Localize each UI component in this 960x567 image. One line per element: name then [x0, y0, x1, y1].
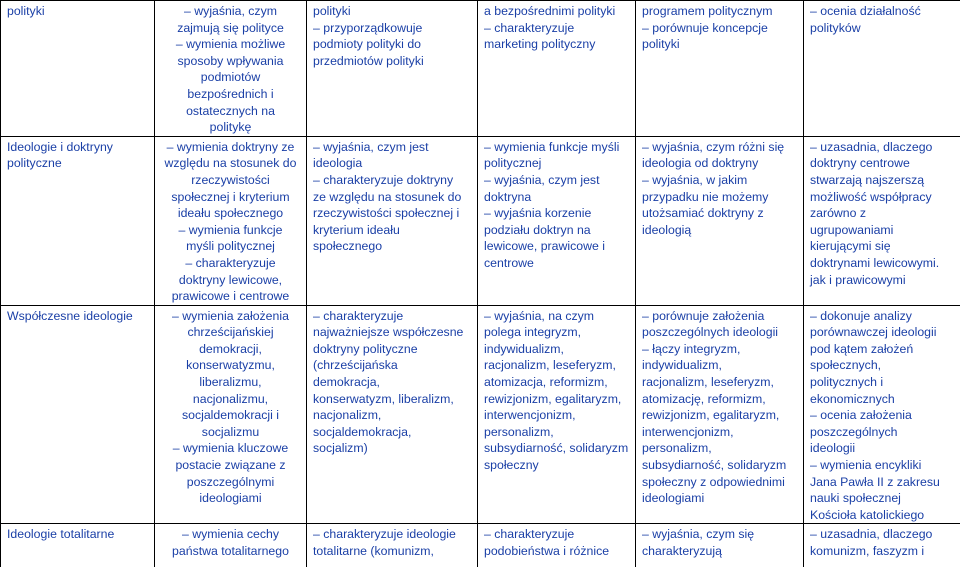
requirement-line: społeczny	[484, 458, 539, 473]
table-row	[1, 136, 960, 305]
requirement-line: poszczególnych	[810, 424, 898, 439]
requirement-line: konserwatyzmu,	[186, 358, 275, 373]
topic-label: Ideologie i doktryny polityczne	[7, 139, 113, 171]
requirement-cell	[478, 524, 636, 567]
requirement-cell	[636, 1, 804, 137]
requirement-cell	[804, 136, 960, 305]
requirement-line: – wyjaśnia, czym jest	[313, 139, 429, 154]
requirement-cell	[804, 1, 960, 137]
requirement-line: społecznych,	[810, 358, 882, 373]
requirement-line: możliwość współpracy	[810, 189, 932, 204]
requirement-line: – wyjaśnia, czym się	[642, 527, 755, 542]
topic-cell	[1, 1, 155, 137]
requirement-line: ideologią	[642, 222, 692, 237]
requirement-line: socjalizmu	[201, 424, 260, 439]
requirement-line: interwencjonizm,	[484, 408, 576, 423]
requirement-line: – wyjaśnia, w jakim	[642, 172, 748, 187]
requirement-line: bezpośrednich i	[187, 86, 274, 101]
requirement-line: socjaldemokracja,	[313, 424, 412, 439]
requirement-line: – wyjaśnia, czym	[184, 4, 277, 18]
requirement-line: atomizacja, reformizm,	[484, 375, 608, 390]
table-row	[1, 1, 960, 137]
requirement-line: najważniejsze współczesne	[313, 325, 464, 340]
requirement-line: ostatecznych na	[186, 103, 275, 118]
requirement-line: – wyjaśnia, na czym	[484, 308, 595, 323]
requirement-line: centrowe	[484, 255, 534, 270]
requirement-line: poszczególnych ideologii	[642, 325, 779, 340]
requirement-line: przedmiotów polityki	[313, 53, 424, 68]
requirement-line: przypadku nie możemy	[642, 189, 769, 204]
requirement-line: racjonalizm, leseferyzm,	[642, 375, 774, 390]
requirement-line: sposoby wpływania	[177, 53, 284, 68]
requirement-line: poszczególnymi	[186, 474, 275, 489]
requirement-cell	[804, 305, 960, 524]
requirement-line: indywidualizm,	[484, 341, 564, 356]
requirement-line: pod kątem założeń	[810, 341, 914, 356]
requirement-line: – uzasadnia, dlaczego	[810, 139, 933, 154]
requirement-line: personalizm,	[484, 424, 554, 439]
requirement-line: – wymienia funkcje	[178, 222, 283, 237]
requirement-line: stwarzają najszerszą	[810, 172, 925, 187]
requirement-cell	[478, 1, 636, 137]
requirement-line: liberalizmu,	[199, 375, 262, 390]
table-row	[1, 524, 960, 567]
requirement-line: ideologia od doktryny	[642, 156, 759, 171]
table-row	[1, 305, 960, 524]
requirement-line: podziału doktryn na	[484, 222, 591, 237]
requirement-cell	[636, 136, 804, 305]
requirement-line: doktryny polityczne	[313, 341, 418, 356]
topic-label: Współczesne ideologie	[7, 308, 133, 323]
requirement-line: demokracji,	[199, 341, 262, 356]
requirement-cell	[307, 1, 478, 137]
requirement-line: postacie związane z	[175, 458, 286, 473]
requirement-line: – charakteryzuje ideologie	[313, 527, 456, 542]
requirement-cell	[307, 524, 478, 567]
requirement-line: a bezpośrednimi polityki	[484, 4, 616, 18]
requirement-line: podmiotów	[200, 70, 261, 85]
requirement-line: podmioty polityki do	[313, 37, 421, 52]
requirement-line: Jana Pawła II z zakresu	[810, 474, 940, 489]
requirement-line: ideologiami	[642, 491, 705, 506]
requirement-line: totalitarne (komunizm,	[313, 544, 434, 558]
requirement-line: interwencjonizm,	[642, 424, 734, 439]
requirement-line: personalizm,	[642, 441, 712, 456]
requirement-cell	[307, 136, 478, 305]
topic-cell	[1, 524, 155, 567]
requirement-line: kryterium ideału	[313, 222, 400, 237]
requirement-line: społecznej i kryterium	[171, 189, 290, 204]
requirement-line: rzeczywistości społecznej i	[313, 206, 460, 221]
requirement-line: – wyjaśnia, czym różni się	[642, 139, 785, 154]
requirement-cell	[636, 305, 804, 524]
requirement-line: jak i prawicowymi	[810, 272, 906, 287]
requirement-line: – wymienia możliwe	[175, 37, 286, 52]
requirement-cell	[478, 305, 636, 524]
requirement-line: kierującymi się	[810, 239, 891, 254]
requirement-line: ideału społecznego	[177, 206, 284, 221]
requirement-line: – charakteryzuje	[484, 20, 575, 35]
requirement-line: ugrupowaniami	[810, 222, 894, 237]
requirement-line: podobieństwa i różnice	[484, 544, 610, 558]
topic-label: polityki	[7, 4, 45, 18]
requirement-line: – łączy integryzm,	[642, 341, 741, 356]
requirement-line: racjonalizm, leseferyzm,	[484, 358, 616, 373]
requirement-line: polityki	[313, 4, 351, 18]
requirement-line: – wyjaśnia korzenie	[484, 206, 592, 221]
requirement-line: prawicowe i centrowe	[171, 289, 290, 304]
requirement-line: – wymienia założenia	[172, 308, 289, 323]
requirement-line: doktryny centrowe	[810, 156, 910, 171]
requirement-line: demokracja,	[313, 375, 380, 390]
requirement-line: lewicowe, prawicowe i	[484, 239, 605, 254]
topic-cell	[1, 305, 155, 524]
requirement-line: państwa totalitarnego	[172, 544, 289, 558]
requirement-line: – wymienia funkcje myśli	[484, 139, 620, 154]
requirement-line: – ocenia założenia	[810, 408, 912, 423]
requirement-line: doktrynami lewicowymi.	[810, 255, 940, 270]
table-body	[1, 1, 960, 567]
requirement-cell	[307, 305, 478, 524]
requirement-line: atomizację, reformizm,	[642, 391, 766, 406]
requirement-line: doktryny lewicowe,	[178, 272, 283, 287]
requirement-cell	[155, 1, 307, 137]
requirement-line: ideologii	[810, 441, 856, 456]
requirement-line: – charakteryzuje doktryny	[313, 172, 454, 187]
requirement-cell	[478, 136, 636, 305]
requirement-cell	[636, 524, 804, 567]
requirement-line: rewizjonizm, egalitaryzm,	[484, 391, 622, 406]
topic-cell	[1, 136, 155, 305]
requirement-line: chrześcijańskiej	[187, 325, 274, 340]
requirement-line: względu na stosunek do	[164, 156, 297, 171]
requirement-cell	[155, 524, 307, 567]
requirement-line: politycznych i	[810, 375, 884, 390]
requirement-line: – uzasadnia, dlaczego	[810, 527, 933, 542]
requirement-line: socjaldemokracji i	[181, 408, 280, 423]
requirement-line: – wymienia encykliki	[810, 458, 922, 473]
requirement-line: rewizjonizm, egalitaryzm,	[642, 408, 780, 423]
requirement-line: indywidualizm,	[642, 358, 722, 373]
requirement-line: porównawczej ideologii	[810, 325, 937, 340]
requirement-line: polityków	[810, 20, 861, 35]
requirement-line: ideologia	[313, 156, 363, 171]
requirement-line: subsydiarność, solidaryzm	[642, 458, 787, 473]
requirement-line: – charakteryzuje	[185, 255, 276, 270]
requirement-cell	[155, 305, 307, 524]
requirement-line: myśli politycznej	[186, 239, 275, 254]
requirement-line: nacjonalizm,	[313, 408, 382, 423]
requirement-line: marketing polityczny	[484, 37, 596, 52]
requirement-line: programem politycznym	[642, 4, 773, 18]
requirement-line: – charakteryzuje	[484, 527, 575, 542]
requirement-line: doktryna	[484, 189, 532, 204]
requirement-line: – dokonuje analizy	[810, 308, 912, 323]
requirement-line: społeczny z odpowiednimi	[642, 474, 785, 489]
requirement-line: – wymienia cechy	[181, 527, 280, 542]
requirement-line: polityki	[642, 37, 680, 52]
requirement-line: nacjonalizmu,	[192, 391, 269, 406]
requirement-line: polega integryzm,	[484, 325, 582, 340]
requirement-line: utożsamiać doktryny z	[642, 206, 764, 221]
requirement-line: (chrześcijańska	[313, 358, 398, 373]
requirement-line: rzeczywistości	[191, 172, 270, 187]
requirement-line: Kościoła katolickiego	[810, 507, 925, 522]
requirement-line: – ocenia działalność	[810, 4, 921, 18]
requirement-line: nauki społecznej	[810, 491, 901, 506]
requirement-line: ze względu na stosunek do	[313, 189, 462, 204]
requirement-line: charakteryzują	[642, 544, 722, 558]
requirement-line: – porównuje założenia	[642, 308, 765, 323]
requirement-line: społecznego	[313, 239, 383, 254]
requirement-line: konserwatyzm, liberalizm,	[313, 391, 454, 406]
requirement-cell	[804, 524, 960, 567]
requirement-line: ideologiami	[199, 491, 262, 506]
requirement-line: politycznej	[484, 156, 542, 171]
requirement-line: komunizm, faszyzm i	[810, 544, 925, 558]
requirement-line: – wymienia kluczowe	[172, 441, 289, 456]
requirement-line: zajmują się polityce	[177, 20, 284, 35]
requirement-line: – przyporządkowuje	[313, 20, 423, 35]
topic-label: Ideologie totalitarne	[7, 527, 115, 542]
requirement-line: – charakteryzuje	[313, 308, 404, 323]
requirement-line: – wyjaśnia, czym jest	[484, 172, 600, 187]
requirement-cell	[155, 136, 307, 305]
requirement-line: ekonomicznych	[810, 391, 895, 406]
requirement-line: socjalizm)	[313, 441, 368, 456]
requirement-line: subsydiarność, solidaryzm	[484, 441, 629, 456]
requirement-line: politykę	[209, 120, 252, 135]
requirement-line: zarówno z	[810, 206, 867, 221]
requirement-line: – wymienia doktryny ze	[166, 139, 295, 154]
requirement-line: – porównuje koncepcje	[642, 20, 768, 35]
